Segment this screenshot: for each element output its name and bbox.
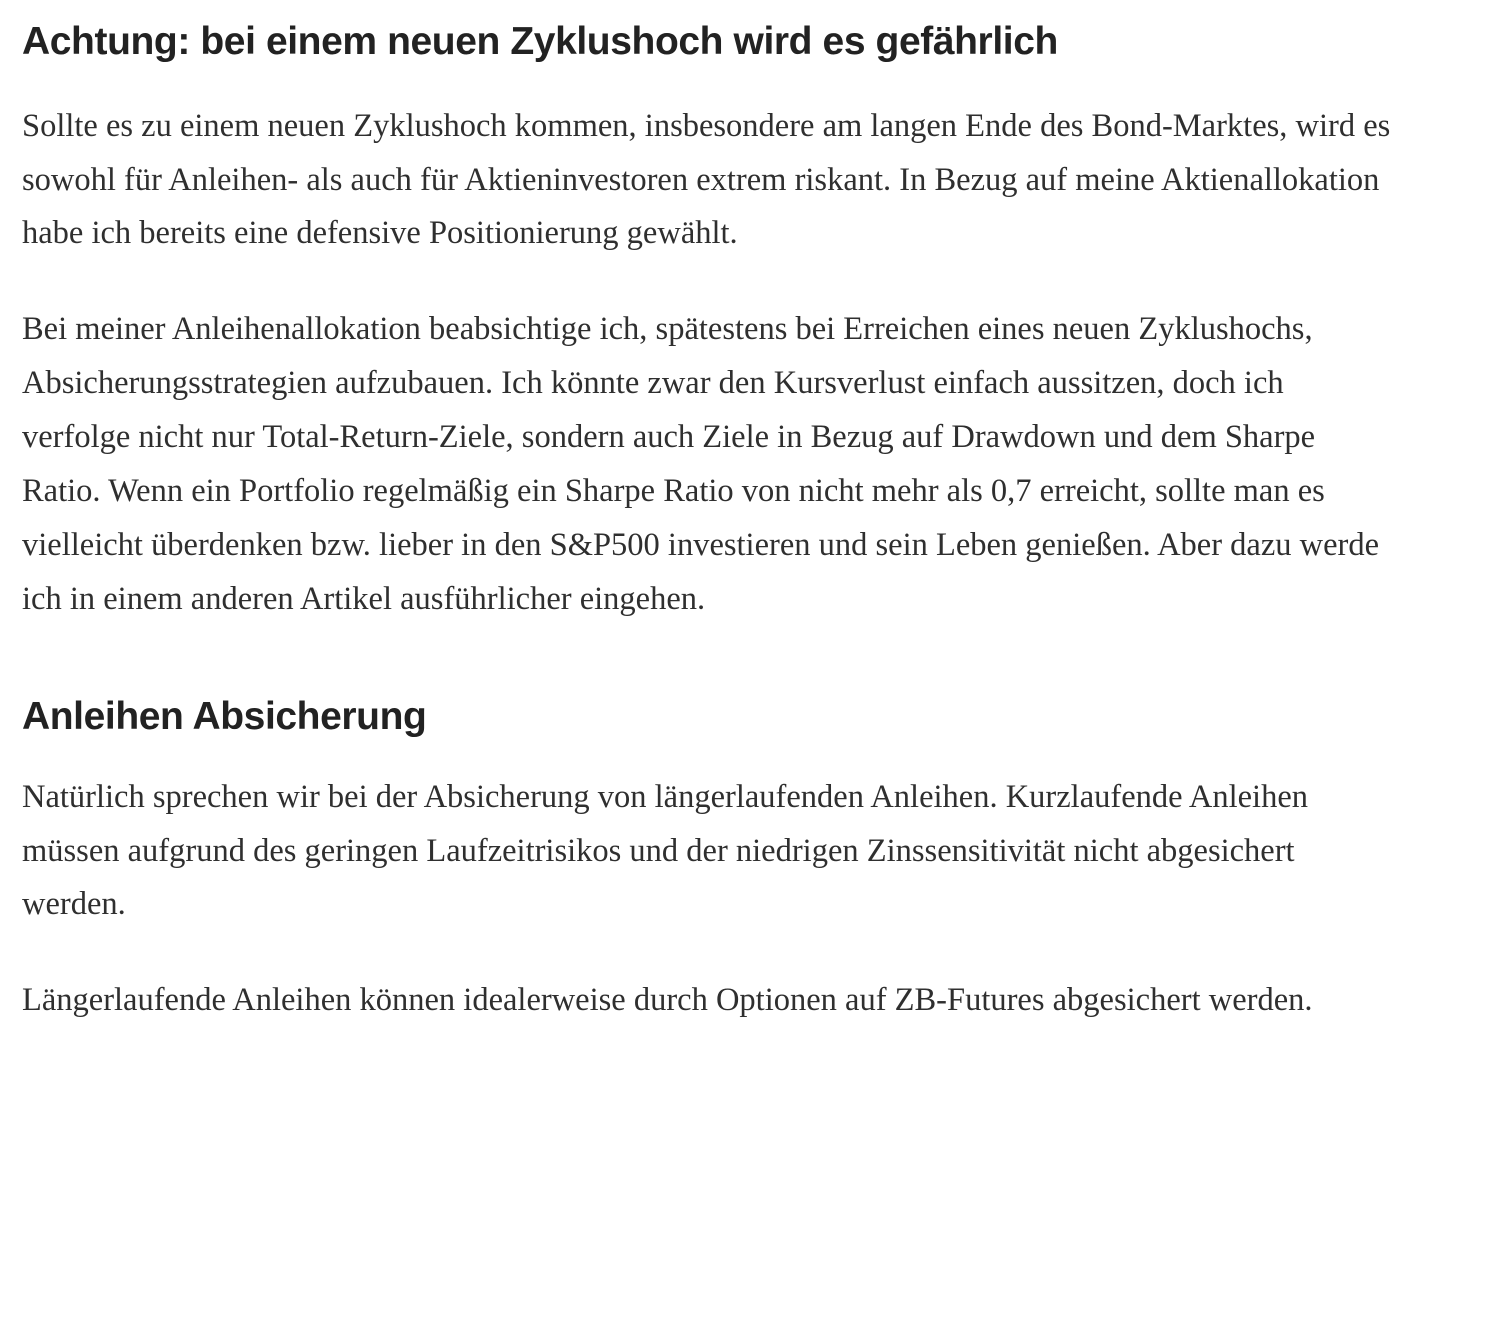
article-paragraph-3: Natürlich sprechen wir bei der Absicherung von längerlaufenden Anleihen. Kurzlaufende Anleihen müssen aufgrund des geringen Laufzeitrisikos und der niedrigen Zinssensitivität nicht abgesichert werden. xyxy=(22,778,1309,923)
article-paragraph-2: Bei meiner Anleihenallokation beabsichtige ich, spätestens bei Erreichen eines neuen Zyklushochs, Absicherungsstrategien aufzubauen. Ich könnte zwar den Kursverlust einfach aussitzen, doch ich verfolge nicht nur Total-Return-Ziele, sondern auch Ziele in Bezug auf Drawdown und dem Sharpe Ratio. Wenn ein Portfolio regelmäßig ein Sharpe Ratio von nicht mehr als 0,7 erreicht, sollte man es vielleicht überdenken bzw. lieber in den S&P500 investieren und sein Leben genießen. Aber dazu werde ich in einem anderen Artikel ausführlicher eingehen. xyxy=(22,311,1380,618)
article-heading-anleihen-absicherung: Anleihen Absicherung xyxy=(22,695,427,739)
article-paragraph-1: Sollte es zu einem neuen Zyklushoch kommen, insbesondere am langen Ende des Bond-Marktes, wird es sowohl für Anleihen- als auch für Aktieninvestoren extrem riskant. In Bezug auf meine Aktienallokation habe ich bereits eine defensive Positionierung gewählt. xyxy=(22,107,1391,252)
article-heading-warning: Achtung: bei einem neuen Zyklushoch wird es gefährlich xyxy=(22,20,1058,63)
article-paragraph-4: Längerlaufende Anleihen können idealerweise durch Optionen auf ZB-Futures abgesichert werden. xyxy=(22,982,1313,1019)
article-body xyxy=(22,18,1400,1028)
